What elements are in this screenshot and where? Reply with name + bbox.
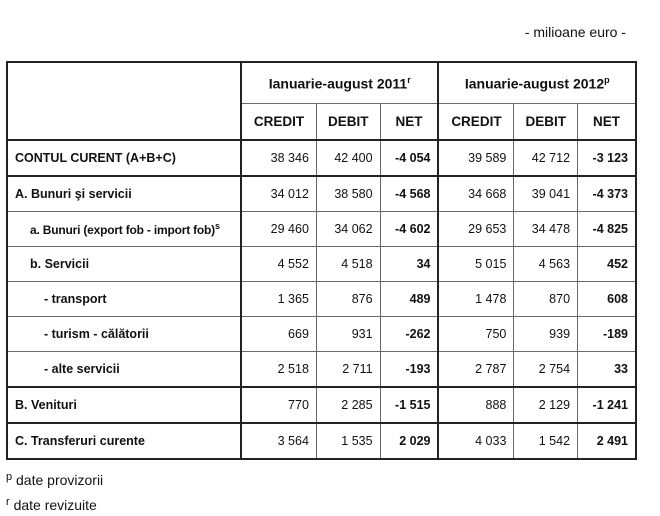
col-net-2011: NET xyxy=(380,104,438,141)
footnote-provisional: $^p$ date provizorii xyxy=(6,471,104,488)
cell-value: 876 xyxy=(316,282,380,317)
cell-value: 2 711 xyxy=(316,352,380,388)
balance-of-payments-table xyxy=(6,61,637,460)
row-income xyxy=(7,387,636,423)
cell-value: 4 033 xyxy=(438,423,513,459)
row-label: - turism - călătorii xyxy=(7,317,241,352)
cell-value: -193 xyxy=(380,352,438,388)
col-credit-2012: CREDIT xyxy=(438,104,513,141)
cell-value: 608 xyxy=(578,282,636,317)
cell-value: -4 825 xyxy=(578,212,636,247)
row-label: CONTUL CURENT (A+B+C) xyxy=(7,140,241,176)
cell-value: 2 491 xyxy=(578,423,636,459)
cell-value: -3 123 xyxy=(578,140,636,176)
cell-value: 39 589 xyxy=(438,140,513,176)
unit-label: - milioane euro - xyxy=(524,24,626,40)
cell-value: 2 129 xyxy=(514,387,578,423)
cell-value: 5 015 xyxy=(438,247,513,282)
cell-value: 34 012 xyxy=(241,176,316,212)
cell-value: 870 xyxy=(514,282,578,317)
cell-value: 4 518 xyxy=(316,247,380,282)
cell-value: -4 373 xyxy=(578,176,636,212)
period-header-2012: Ianuarie-august 2012$^p$ xyxy=(438,62,636,104)
cell-value: -262 xyxy=(380,317,438,352)
cell-value: -4 602 xyxy=(380,212,438,247)
row-current-account xyxy=(7,140,636,176)
cell-value: 34 062 xyxy=(316,212,380,247)
cell-value: 42 400 xyxy=(316,140,380,176)
cell-value: 38 346 xyxy=(241,140,316,176)
row-label: b. Servicii xyxy=(7,247,241,282)
row-label: - alte servicii xyxy=(7,352,241,388)
cell-value: 4 552 xyxy=(241,247,316,282)
cell-value: 4 563 xyxy=(514,247,578,282)
period-header-2011: Ianuarie-august 2011$^r$ xyxy=(241,62,438,104)
row-label: A. Bunuri şi servicii xyxy=(7,176,241,212)
cell-value: 489 xyxy=(380,282,438,317)
cell-value: 42 712 xyxy=(514,140,578,176)
cell-value: 1 365 xyxy=(241,282,316,317)
row-goods-services xyxy=(7,176,636,212)
corner-cell xyxy=(7,62,241,140)
col-debit-2012: DEBIT xyxy=(514,104,578,141)
cell-value: 34 xyxy=(380,247,438,282)
row-label: a. Bunuri (export fob - import fob)$^s$ xyxy=(7,212,241,247)
cell-value: 2 285 xyxy=(316,387,380,423)
cell-value: 29 653 xyxy=(438,212,513,247)
cell-value: -1 241 xyxy=(578,387,636,423)
cell-value: 2 029 xyxy=(380,423,438,459)
period-header-row xyxy=(7,62,636,104)
cell-value: 2 787 xyxy=(438,352,513,388)
footnotes xyxy=(6,466,103,516)
row-transport xyxy=(7,282,636,317)
cell-value: 888 xyxy=(438,387,513,423)
cell-value: 452 xyxy=(578,247,636,282)
row-tourism xyxy=(7,317,636,352)
cell-value: 1 542 xyxy=(514,423,578,459)
cell-value: 931 xyxy=(316,317,380,352)
cell-value: 2 754 xyxy=(514,352,578,388)
cell-value: 34 478 xyxy=(514,212,578,247)
row-other-services xyxy=(7,352,636,388)
cell-value: -189 xyxy=(578,317,636,352)
col-debit-2011: DEBIT xyxy=(316,104,380,141)
row-services xyxy=(7,247,636,282)
cell-value: -1 515 xyxy=(380,387,438,423)
cell-value: 38 580 xyxy=(316,176,380,212)
cell-value: 2 518 xyxy=(241,352,316,388)
cell-value: 34 668 xyxy=(438,176,513,212)
footnote-revised: $^r$ date revizuite xyxy=(6,496,97,513)
cell-value: 750 xyxy=(438,317,513,352)
cell-value: 770 xyxy=(241,387,316,423)
cell-value: 29 460 xyxy=(241,212,316,247)
cell-value: 1 535 xyxy=(316,423,380,459)
row-current-transfers xyxy=(7,423,636,459)
cell-value: 3 564 xyxy=(241,423,316,459)
cell-value: 669 xyxy=(241,317,316,352)
cell-value: 33 xyxy=(578,352,636,388)
cell-value: 39 041 xyxy=(514,176,578,212)
cell-value: -4 568 xyxy=(380,176,438,212)
col-net-2012: NET xyxy=(578,104,636,141)
row-label: B. Venituri xyxy=(7,387,241,423)
row-label: - transport xyxy=(7,282,241,317)
cell-value: 939 xyxy=(514,317,578,352)
cell-value: 1 478 xyxy=(438,282,513,317)
cell-value: -4 054 xyxy=(380,140,438,176)
row-goods xyxy=(7,212,636,247)
row-label: C. Transferuri curente xyxy=(7,423,241,459)
col-credit-2011: CREDIT xyxy=(241,104,316,141)
